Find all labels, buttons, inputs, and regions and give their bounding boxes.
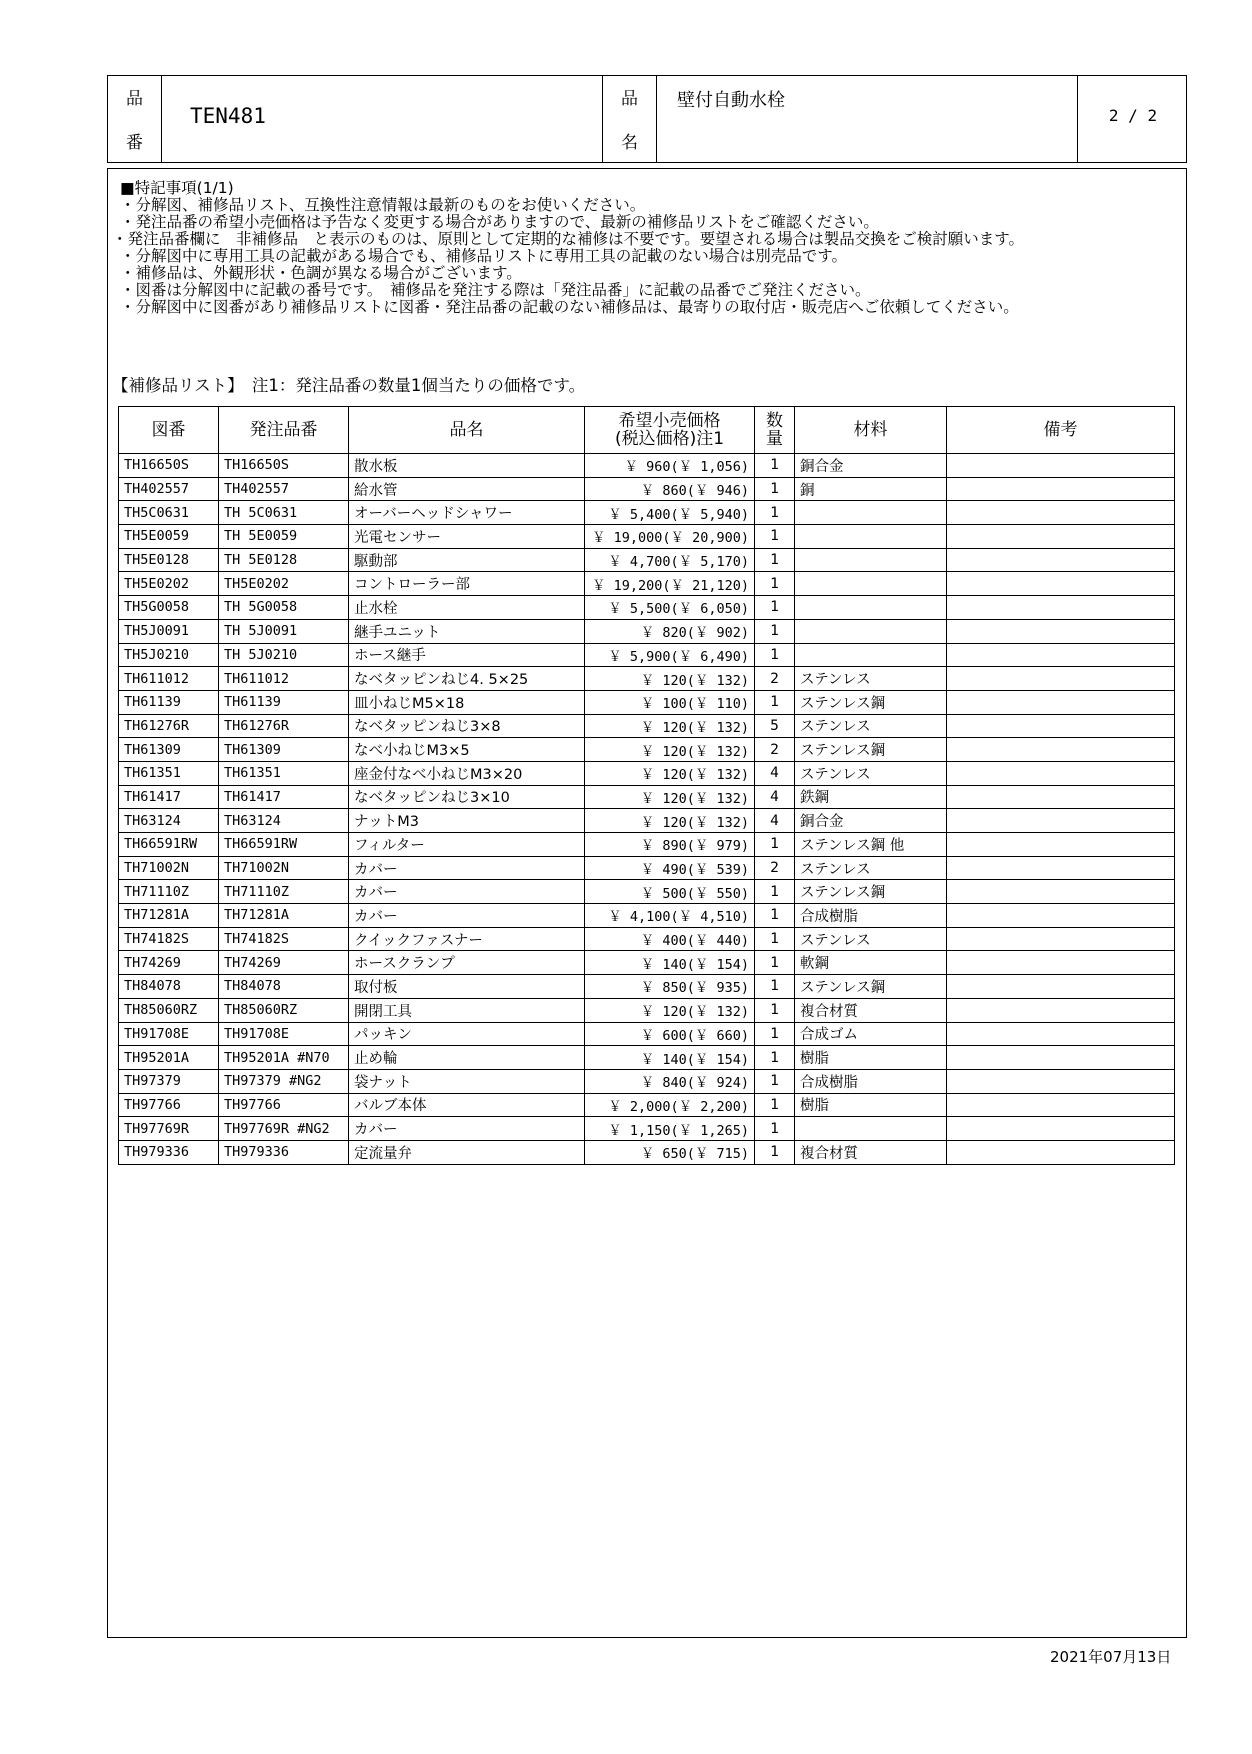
cell-figure-no: TH61351 [119, 761, 219, 785]
cell-remarks [947, 1022, 1175, 1046]
cell-remarks [947, 690, 1175, 714]
cell-material: ステンレス鋼 [795, 738, 947, 762]
cell-order-no: TH61276R [219, 714, 349, 738]
cell-qty: 4 [755, 761, 795, 785]
cell-price: ￥ 2,000(￥ 2,200) [585, 1093, 755, 1117]
note-line: ・補修品は、外観形状・色調が異なる場合がございます。 [120, 264, 522, 282]
cell-qty: 1 [755, 1093, 795, 1117]
table-row [119, 1046, 1175, 1070]
cell-qty: 1 [755, 643, 795, 667]
cell-item-name: なベタッピンねじ4. 5×25 [349, 667, 585, 691]
product-code-cell [162, 76, 603, 162]
cell-item-name: 止め輪 [349, 1046, 585, 1070]
cell-figure-no: TH71281A [119, 904, 219, 928]
cell-item-name: ホース継手 [349, 643, 585, 667]
cell-figure-no: TH74269 [119, 951, 219, 975]
name-label-cell [603, 76, 657, 162]
name-label-2: 名 [621, 133, 638, 153]
cell-material [795, 596, 947, 620]
cell-remarks [947, 904, 1175, 928]
cell-qty: 1 [755, 880, 795, 904]
cell-remarks [947, 833, 1175, 857]
cell-price: ￥ 490(￥ 539) [585, 856, 755, 880]
cell-price: ￥ 890(￥ 979) [585, 833, 755, 857]
cell-material: ステンレス鋼 [795, 690, 947, 714]
notes-title: ■特記事項(1/1) [120, 179, 234, 197]
cell-remarks [947, 880, 1175, 904]
cell-item-name: ナットM3 [349, 809, 585, 833]
cell-material [795, 548, 947, 572]
cell-qty: 1 [755, 975, 795, 999]
cell-qty: 5 [755, 714, 795, 738]
cell-order-no: TH97769R #NG2 [219, 1117, 349, 1141]
cell-order-no: TH611012 [219, 667, 349, 691]
note-line: ・発注品番の希望小売価格は予告なく変更する場合がありますので、最新の補修品リストをご確認ください。 [120, 213, 879, 231]
cell-figure-no: TH61139 [119, 690, 219, 714]
cell-remarks [947, 927, 1175, 951]
cell-order-no: TH66591RW [219, 833, 349, 857]
cell-order-no: TH5E0202 [219, 572, 349, 596]
cell-price: ￥ 820(￥ 902) [585, 619, 755, 643]
cell-material: 合成樹脂 [795, 904, 947, 928]
cell-order-no: TH71110Z [219, 880, 349, 904]
cell-figure-no: TH97766 [119, 1093, 219, 1117]
table-row [119, 809, 1175, 833]
cell-order-no: TH97379 #NG2 [219, 1069, 349, 1093]
cell-price: ￥ 860(￥ 946) [585, 477, 755, 501]
cell-price: ￥ 19,000(￥ 20,900) [585, 525, 755, 549]
cell-material: 鉄鋼 [795, 785, 947, 809]
code-label-2: 番 [126, 133, 143, 153]
cell-figure-no: TH95201A [119, 1046, 219, 1070]
cell-order-no: TH84078 [219, 975, 349, 999]
cell-figure-no: TH71110Z [119, 880, 219, 904]
cell-remarks [947, 998, 1175, 1022]
cell-qty: 1 [755, 525, 795, 549]
cell-remarks [947, 1093, 1175, 1117]
cell-qty: 1 [755, 927, 795, 951]
cell-order-no: TH 5C0631 [219, 501, 349, 525]
cell-remarks [947, 975, 1175, 999]
col-header-item-name: 品名 [349, 407, 585, 454]
cell-item-name: 袋ナット [349, 1069, 585, 1093]
table-row [119, 477, 1175, 501]
col-header-price-line1: 希望小売価格 [618, 411, 721, 431]
cell-qty: 4 [755, 809, 795, 833]
code-label-1: 品 [126, 89, 143, 109]
cell-price: ￥ 120(￥ 132) [585, 785, 755, 809]
issue-date: 2021年07月13日 [1050, 1648, 1172, 1666]
cell-figure-no: TH85060RZ [119, 998, 219, 1022]
cell-qty: 1 [755, 596, 795, 620]
cell-qty: 1 [755, 1022, 795, 1046]
cell-price: ￥ 120(￥ 132) [585, 809, 755, 833]
product-name-cell [657, 76, 1078, 162]
table-row [119, 880, 1175, 904]
cell-qty: 1 [755, 1140, 795, 1164]
cell-item-name: オーバーヘッドシャワー [349, 501, 585, 525]
table-header-row [119, 407, 1175, 454]
cell-price: ￥ 650(￥ 715) [585, 1140, 755, 1164]
table-row [119, 525, 1175, 549]
cell-material: 樹脂 [795, 1093, 947, 1117]
cell-item-name: 取付板 [349, 975, 585, 999]
cell-item-name: コントローラー部 [349, 572, 585, 596]
cell-material: 合成樹脂 [795, 1069, 947, 1093]
note-line: ・図番は分解図中に記載の番号です。 補修品を発注する際は「発注品番」に記載の品番でご発注ください。 [120, 281, 871, 299]
cell-price: ￥ 100(￥ 110) [585, 690, 755, 714]
cell-qty: 1 [755, 572, 795, 596]
table-row [119, 856, 1175, 880]
cell-remarks [947, 643, 1175, 667]
col-header-remarks: 備考 [947, 407, 1175, 454]
col-header-figure-no: 図番 [119, 407, 219, 454]
cell-figure-no: TH979336 [119, 1140, 219, 1164]
cell-remarks [947, 1140, 1175, 1164]
cell-item-name: 散水板 [349, 454, 585, 478]
cell-price: ￥ 500(￥ 550) [585, 880, 755, 904]
parts-table [118, 406, 1175, 1165]
cell-material [795, 572, 947, 596]
cell-item-name: 座金付なべ小ねじM3×20 [349, 761, 585, 785]
table-row [119, 761, 1175, 785]
cell-item-name: 継手ユニット [349, 619, 585, 643]
cell-qty: 2 [755, 667, 795, 691]
cell-remarks [947, 596, 1175, 620]
table-row [119, 714, 1175, 738]
col-header-price-line2: (税込価格)注1 [614, 429, 725, 449]
cell-material: 複合材質 [795, 998, 947, 1022]
cell-material: ステンレス [795, 714, 947, 738]
cell-order-no: TH61309 [219, 738, 349, 762]
cell-qty: 1 [755, 1046, 795, 1070]
cell-qty: 1 [755, 833, 795, 857]
cell-figure-no: TH5C0631 [119, 501, 219, 525]
cell-material: ステンレス [795, 856, 947, 880]
table-row [119, 904, 1175, 928]
cell-figure-no: TH61309 [119, 738, 219, 762]
cell-price: ￥ 850(￥ 935) [585, 975, 755, 999]
cell-price: ￥ 120(￥ 132) [585, 761, 755, 785]
table-row [119, 572, 1175, 596]
cell-item-name: 止水栓 [349, 596, 585, 620]
col-header-qty-line1: 数 [766, 411, 783, 431]
table-row [119, 667, 1175, 691]
cell-figure-no: TH5J0091 [119, 619, 219, 643]
cell-remarks [947, 951, 1175, 975]
cell-qty: 1 [755, 904, 795, 928]
cell-item-name: なベタッピンねじ3×10 [349, 785, 585, 809]
cell-item-name: 定流量弁 [349, 1140, 585, 1164]
page-cell [1078, 76, 1188, 162]
cell-price: ￥ 19,200(￥ 21,120) [585, 572, 755, 596]
cell-item-name: なベタッピンねじ3×8 [349, 714, 585, 738]
cell-price: ￥ 840(￥ 924) [585, 1069, 755, 1093]
cell-price: ￥ 120(￥ 132) [585, 667, 755, 691]
cell-figure-no: TH97379 [119, 1069, 219, 1093]
cell-remarks [947, 501, 1175, 525]
cell-item-name: カバー [349, 1117, 585, 1141]
cell-qty: 1 [755, 619, 795, 643]
table-row [119, 1069, 1175, 1093]
cell-price: ￥ 400(￥ 440) [585, 927, 755, 951]
table-row [119, 927, 1175, 951]
cell-remarks [947, 738, 1175, 762]
cell-item-name: 光電センサー [349, 525, 585, 549]
cell-remarks [947, 1046, 1175, 1070]
cell-order-no: TH16650S [219, 454, 349, 478]
cell-figure-no: TH402557 [119, 477, 219, 501]
note-line: ・分解図中に専用工具の記載がある場合でも、補修品リストに専用工具の記載のない場合は別売品です。 [120, 247, 847, 265]
cell-figure-no: TH61276R [119, 714, 219, 738]
cell-order-no: TH97766 [219, 1093, 349, 1117]
cell-item-name: フィルター [349, 833, 585, 857]
cell-price: ￥ 5,900(￥ 6,490) [585, 643, 755, 667]
note-line: ・分解図中に図番があり補修品リストに図番・発注品番の記載のない補修品は、最寄りの取付店・販売店へご依頼してください。 [120, 298, 1019, 316]
cell-remarks [947, 619, 1175, 643]
cell-qty: 2 [755, 738, 795, 762]
cell-order-no: TH 5G0058 [219, 596, 349, 620]
note-line: ・分解図、補修品リスト、互換性注意情報は最新のものをお使いください。 [120, 196, 646, 214]
cell-material: 複合材質 [795, 1140, 947, 1164]
cell-material: 樹脂 [795, 1046, 947, 1070]
cell-material: 合成ゴム [795, 1022, 947, 1046]
cell-figure-no: TH97769R [119, 1117, 219, 1141]
cell-remarks [947, 548, 1175, 572]
cell-figure-no: TH5J0210 [119, 643, 219, 667]
col-header-material: 材料 [795, 407, 947, 454]
cell-remarks [947, 856, 1175, 880]
cell-price: ￥ 4,700(￥ 5,170) [585, 548, 755, 572]
cell-item-name: 駆動部 [349, 548, 585, 572]
cell-qty: 1 [755, 477, 795, 501]
cell-item-name: バルブ本体 [349, 1093, 585, 1117]
table-row [119, 998, 1175, 1022]
cell-item-name: パッキン [349, 1022, 585, 1046]
page-number: 2 / 2 [1108, 106, 1158, 125]
cell-figure-no: TH5E0059 [119, 525, 219, 549]
table-row [119, 643, 1175, 667]
cell-material: ステンレス鋼 他 [795, 833, 947, 857]
cell-remarks [947, 761, 1175, 785]
cell-remarks [947, 785, 1175, 809]
cell-price: ￥ 120(￥ 132) [585, 714, 755, 738]
cell-price: ￥ 960(￥ 1,056) [585, 454, 755, 478]
cell-price: ￥ 1,150(￥ 1,265) [585, 1117, 755, 1141]
cell-order-no: TH63124 [219, 809, 349, 833]
cell-material [795, 1117, 947, 1141]
cell-item-name: カバー [349, 904, 585, 928]
cell-item-name: カバー [349, 856, 585, 880]
cell-figure-no: TH63124 [119, 809, 219, 833]
cell-order-no: TH91708E [219, 1022, 349, 1046]
cell-remarks [947, 1117, 1175, 1141]
cell-material: ステンレス [795, 927, 947, 951]
cell-item-name: なべ小ねじM3×5 [349, 738, 585, 762]
cell-price: ￥ 4,100(￥ 4,510) [585, 904, 755, 928]
table-row [119, 548, 1175, 572]
table-row [119, 690, 1175, 714]
table-row [119, 975, 1175, 999]
product-code: TEN481 [190, 104, 266, 128]
cell-remarks [947, 525, 1175, 549]
cell-material [795, 619, 947, 643]
cell-material [795, 643, 947, 667]
cell-material: 軟鋼 [795, 951, 947, 975]
cell-price: ￥ 140(￥ 154) [585, 951, 755, 975]
cell-material: ステンレス鋼 [795, 880, 947, 904]
cell-order-no: TH 5E0059 [219, 525, 349, 549]
cell-figure-no: TH16650S [119, 454, 219, 478]
table-row [119, 501, 1175, 525]
cell-remarks [947, 1069, 1175, 1093]
cell-qty: 1 [755, 951, 795, 975]
special-notes [112, 179, 1170, 316]
cell-figure-no: TH71002N [119, 856, 219, 880]
table-row [119, 738, 1175, 762]
header-box [107, 75, 1187, 163]
table-row [119, 785, 1175, 809]
cell-qty: 1 [755, 501, 795, 525]
col-header-order-no: 発注品番 [219, 407, 349, 454]
col-header-qty [755, 407, 795, 454]
cell-order-no: TH95201A #N70 [219, 1046, 349, 1070]
cell-qty: 2 [755, 856, 795, 880]
cell-qty: 4 [755, 785, 795, 809]
table-row [119, 1117, 1175, 1141]
cell-figure-no: TH611012 [119, 667, 219, 691]
cell-material: 銅 [795, 477, 947, 501]
cell-remarks [947, 809, 1175, 833]
cell-qty: 1 [755, 998, 795, 1022]
cell-qty: 1 [755, 1069, 795, 1093]
cell-order-no: TH 5J0210 [219, 643, 349, 667]
cell-order-no: TH74182S [219, 927, 349, 951]
cell-qty: 1 [755, 548, 795, 572]
cell-material: 銅合金 [795, 454, 947, 478]
cell-price: ￥ 600(￥ 660) [585, 1022, 755, 1046]
table-row [119, 619, 1175, 643]
name-label-1: 品 [621, 89, 638, 109]
cell-price: ￥ 120(￥ 132) [585, 738, 755, 762]
cell-order-no: TH61417 [219, 785, 349, 809]
cell-qty: 1 [755, 1117, 795, 1141]
cell-remarks [947, 572, 1175, 596]
table-row [119, 454, 1175, 478]
cell-price: ￥ 5,500(￥ 6,050) [585, 596, 755, 620]
cell-item-name: クイックファスナー [349, 927, 585, 951]
cell-material: ステンレス [795, 761, 947, 785]
cell-material: ステンレス鋼 [795, 975, 947, 999]
cell-order-no: TH402557 [219, 477, 349, 501]
cell-price: ￥ 5,400(￥ 5,940) [585, 501, 755, 525]
table-row [119, 596, 1175, 620]
table-row [119, 833, 1175, 857]
cell-price: ￥ 120(￥ 132) [585, 998, 755, 1022]
table-row [119, 1093, 1175, 1117]
cell-remarks [947, 714, 1175, 738]
cell-qty: 1 [755, 454, 795, 478]
cell-figure-no: TH5G0058 [119, 596, 219, 620]
cell-order-no: TH74269 [219, 951, 349, 975]
cell-order-no: TH 5J0091 [219, 619, 349, 643]
table-row [119, 1140, 1175, 1164]
product-name: 壁付自動水栓 [677, 90, 785, 111]
cell-item-name: 開閉工具 [349, 998, 585, 1022]
cell-material [795, 525, 947, 549]
cell-figure-no: TH91708E [119, 1022, 219, 1046]
cell-material: 銅合金 [795, 809, 947, 833]
col-header-price [585, 407, 755, 454]
col-header-qty-line2: 量 [766, 429, 783, 449]
cell-remarks [947, 477, 1175, 501]
cell-material [795, 501, 947, 525]
cell-figure-no: TH84078 [119, 975, 219, 999]
cell-qty: 1 [755, 690, 795, 714]
cell-order-no: TH 5E0128 [219, 548, 349, 572]
note-line: ・発注品番欄に 非補修品 と表示のものは、原則として定期的な補修は不要です。要望される場合は製品交換をご検討願います。 [112, 230, 1025, 248]
cell-item-name: 皿小ねじM5×18 [349, 690, 585, 714]
cell-figure-no: TH66591RW [119, 833, 219, 857]
cell-item-name: 給水管 [349, 477, 585, 501]
cell-price: ￥ 140(￥ 154) [585, 1046, 755, 1070]
table-row [119, 951, 1175, 975]
cell-figure-no: TH5E0202 [119, 572, 219, 596]
cell-order-no: TH61139 [219, 690, 349, 714]
cell-remarks [947, 454, 1175, 478]
cell-item-name: ホースクランプ [349, 951, 585, 975]
cell-order-no: TH61351 [219, 761, 349, 785]
cell-order-no: TH979336 [219, 1140, 349, 1164]
cell-order-no: TH71281A [219, 904, 349, 928]
cell-material: ステンレス [795, 667, 947, 691]
cell-figure-no: TH61417 [119, 785, 219, 809]
cell-order-no: TH85060RZ [219, 998, 349, 1022]
cell-item-name: カバー [349, 880, 585, 904]
table-row [119, 1022, 1175, 1046]
cell-order-no: TH71002N [219, 856, 349, 880]
parts-list-header: 【補修品リスト】 注1：発注品番の数量1個当たりの価格です。 [112, 376, 586, 395]
cell-remarks [947, 667, 1175, 691]
cell-figure-no: TH74182S [119, 927, 219, 951]
cell-figure-no: TH5E0128 [119, 548, 219, 572]
code-label-cell [108, 76, 162, 162]
